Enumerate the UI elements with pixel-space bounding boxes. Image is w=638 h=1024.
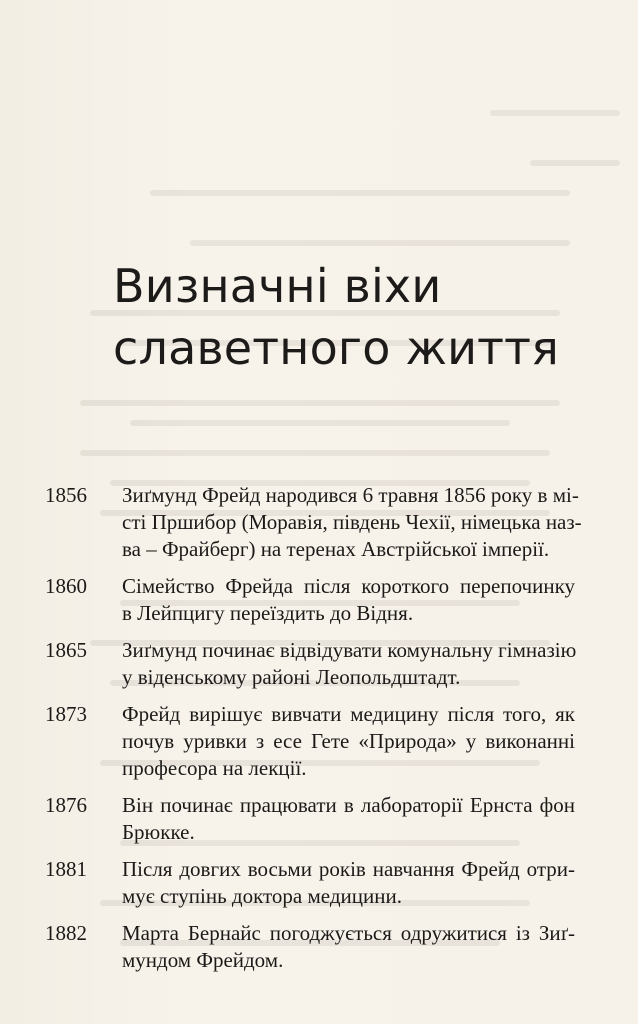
- page-title: [113, 255, 559, 379]
- entry-text-line: Зиґмунд Фрейд народився 6 травня 1856 року в мі-: [122, 483, 579, 507]
- title-line-1: Визначні віхи: [113, 259, 442, 313]
- entry-year: 1856: [45, 483, 87, 507]
- chronology-entry: [45, 856, 575, 910]
- entry-year: 1860: [45, 574, 87, 598]
- entry-text-line: сті Пршибор (Моравія, південь Чехії, німецька наз-: [122, 510, 582, 534]
- entry-text: [122, 637, 575, 691]
- entry-year: 1873: [45, 702, 87, 726]
- entry-text: [122, 573, 575, 627]
- entry-text: [122, 482, 582, 563]
- entry-year: 1881: [45, 857, 87, 881]
- entry-text-line: в Лейпцигу переїздить до Відня.: [122, 601, 414, 625]
- entry-text-line: ва – Фрайберг) на теренах Австрійської імперії.: [122, 537, 550, 561]
- entry-text: [122, 792, 575, 846]
- entry-text: [122, 701, 575, 782]
- chronology-entry: [45, 920, 575, 974]
- title-line-2: славетного життя: [113, 321, 560, 375]
- entry-text-line: Після довгих восьми років навчання Фрейд отри-: [122, 857, 575, 881]
- entry-text: [122, 920, 575, 974]
- entry-text-line: Марта Бернайс погоджується одружитися із Зиґ-: [122, 921, 575, 945]
- chronology-entry: [45, 573, 575, 627]
- entry-text-line: мундом Фрейдом.: [122, 948, 284, 972]
- entry-text: [122, 856, 575, 910]
- entry-year: 1876: [45, 793, 87, 817]
- chronology-entry: [45, 701, 575, 782]
- entry-text-line: мує ступінь доктора медицини.: [122, 884, 402, 908]
- chronology-entry: [45, 482, 582, 563]
- entry-text-line: професора на лекції.: [122, 756, 307, 780]
- entry-text-line: у віденському районі Леопольдштадт.: [122, 665, 461, 689]
- entry-text-line: Зиґмунд починає відвідувати комунальну гімназію: [122, 638, 577, 662]
- entry-text-line: Сімейство Фрейда після короткого перепочинку: [122, 574, 575, 598]
- chronology-list: [45, 482, 582, 984]
- entry-text-line: Брюкке.: [122, 820, 195, 844]
- chronology-entry: [45, 637, 575, 691]
- chronology-entry: [45, 792, 575, 846]
- entry-year: 1882: [45, 921, 87, 945]
- entry-text-line: Фрейд вирішує вивчати медицину після того, як: [122, 702, 575, 726]
- entry-text-line: Він починає працювати в лабораторії Ернста фон: [122, 793, 575, 817]
- entry-year: 1865: [45, 638, 87, 662]
- entry-text-line: почув уривки з есе Гете «Природа» у виконанні: [122, 729, 575, 753]
